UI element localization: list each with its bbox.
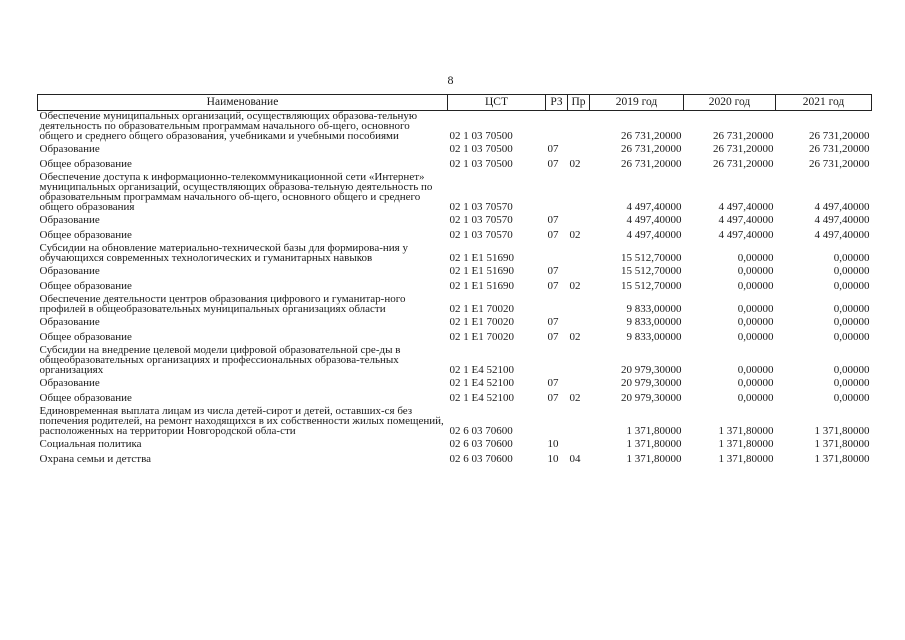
row-value-2020: 0,00000 (737, 303, 774, 315)
row-pr (568, 315, 590, 330)
table-row (38, 315, 872, 330)
row-cst: 02 6 03 70600 (449, 438, 513, 450)
row-name: Образование (39, 265, 100, 277)
row-value-2019: 15 512,70000 (621, 252, 682, 264)
row-name: Обеспечение деятельности центров образования цифрового и гуманитар-ного профилей в общеобразовательных муниципальных организациях области (39, 293, 406, 315)
row-pr (568, 111, 590, 143)
budget-table (37, 94, 872, 467)
row-pr (568, 142, 590, 157)
row-name: Социальная политика (39, 438, 142, 450)
row-cst: 02 1 03 70500 (449, 143, 513, 155)
row-value-2019: 1 371,80000 (626, 453, 682, 465)
row-value-2021: 0,00000 (833, 252, 870, 264)
table-body (38, 111, 872, 468)
row-cst: 02 1 E1 70020 (449, 316, 514, 328)
row-rz (546, 294, 568, 315)
row-name: Образование (39, 143, 100, 155)
table-row (38, 345, 872, 376)
row-pr: 04 (569, 453, 581, 465)
row-value-2021: 26 731,20000 (809, 143, 870, 155)
row-pr (568, 213, 590, 228)
header-cst: ЦСТ (448, 95, 546, 111)
row-value-2019: 26 731,20000 (621, 158, 682, 170)
table-row (38, 243, 872, 264)
table-row (38, 172, 872, 213)
row-cst: 02 1 03 70570 (449, 201, 513, 213)
row-rz (546, 172, 568, 213)
row-cst: 02 1 E1 51690 (449, 265, 514, 277)
table-row (38, 264, 872, 279)
row-value-2019: 20 979,30000 (621, 364, 682, 376)
table-header-row (38, 95, 872, 111)
row-value-2021: 1 371,80000 (814, 425, 870, 437)
row-pr: 02 (569, 280, 581, 292)
row-cst: 02 1 E1 70020 (449, 331, 514, 343)
row-value-2021: 0,00000 (833, 392, 870, 404)
row-value-2020: 0,00000 (737, 265, 774, 277)
row-name: Образование (39, 316, 100, 328)
row-pr (568, 264, 590, 279)
row-name: Обеспечение муниципальных организаций, осуществляющих образова-тельную деятельность по образовательным программам начального об-щего, основного общего и среднего общего образования, учебниками и учебными пособиями (39, 110, 418, 142)
row-cst: 02 1 E1 51690 (449, 252, 514, 264)
row-rz: 07 (547, 265, 559, 277)
row-value-2021: 0,00000 (833, 364, 870, 376)
row-rz: 07 (547, 377, 559, 389)
row-rz: 07 (547, 143, 559, 155)
row-value-2021: 0,00000 (833, 331, 870, 343)
row-pr (568, 345, 590, 376)
row-rz: 07 (547, 280, 559, 292)
row-value-2020: 1 371,80000 (718, 425, 774, 437)
row-value-2021: 0,00000 (833, 280, 870, 292)
row-value-2020: 26 731,20000 (713, 130, 774, 142)
row-pr: 02 (569, 229, 581, 241)
row-value-2019: 15 512,70000 (621, 280, 682, 292)
row-value-2019: 9 833,00000 (626, 331, 682, 343)
row-value-2020: 0,00000 (737, 252, 774, 264)
table-row (38, 391, 872, 406)
row-rz: 07 (547, 229, 559, 241)
table-row (38, 228, 872, 243)
row-value-2021: 4 497,40000 (814, 229, 870, 241)
row-value-2020: 0,00000 (737, 377, 774, 389)
row-pr (568, 406, 590, 437)
row-cst: 02 1 03 70570 (449, 229, 513, 241)
table-row (38, 142, 872, 157)
row-value-2020: 4 497,40000 (718, 201, 774, 213)
table-row (38, 111, 872, 143)
row-value-2020: 4 497,40000 (718, 214, 774, 226)
row-pr (568, 172, 590, 213)
row-cst: 02 1 E4 52100 (449, 377, 514, 389)
row-value-2020: 0,00000 (737, 331, 774, 343)
row-value-2020: 0,00000 (737, 316, 774, 328)
row-rz: 07 (547, 331, 559, 343)
row-value-2019: 20 979,30000 (621, 392, 682, 404)
row-value-2019: 9 833,00000 (626, 303, 682, 315)
row-name: Общее образование (39, 229, 132, 241)
row-rz (546, 406, 568, 437)
row-pr (568, 243, 590, 264)
row-cst: 02 1 E1 70020 (449, 303, 514, 315)
row-value-2021: 26 731,20000 (809, 130, 870, 142)
row-name: Общее образование (39, 331, 132, 343)
row-name: Субсидии на внедрение целевой модели цифровой образовательной сре-ды в общеобразовательных организациях и профессиональных образова-тельных организациях (39, 344, 401, 376)
row-value-2021: 4 497,40000 (814, 214, 870, 226)
row-value-2021: 0,00000 (833, 316, 870, 328)
row-rz: 07 (547, 158, 559, 170)
row-value-2020: 0,00000 (737, 392, 774, 404)
row-rz (546, 345, 568, 376)
row-value-2019: 20 979,30000 (621, 377, 682, 389)
row-pr: 02 (569, 331, 581, 343)
table-row (38, 452, 872, 467)
table-row (38, 213, 872, 228)
row-value-2020: 1 371,80000 (718, 438, 774, 450)
row-rz: 10 (547, 438, 559, 450)
row-value-2019: 4 497,40000 (626, 229, 682, 241)
row-value-2020: 1 371,80000 (718, 453, 774, 465)
row-value-2021: 0,00000 (833, 303, 870, 315)
row-name: Образование (39, 377, 100, 389)
table-row (38, 376, 872, 391)
header-name: Наименование (38, 95, 448, 111)
row-value-2019: 9 833,00000 (626, 316, 682, 328)
row-value-2020: 26 731,20000 (713, 143, 774, 155)
row-value-2020: 0,00000 (737, 364, 774, 376)
table-row (38, 330, 872, 345)
row-rz (546, 111, 568, 143)
row-value-2020: 26 731,20000 (713, 158, 774, 170)
row-name: Общее образование (39, 392, 132, 404)
row-rz: 10 (547, 453, 559, 465)
row-pr (568, 376, 590, 391)
row-value-2021: 1 371,80000 (814, 438, 870, 450)
row-value-2019: 4 497,40000 (626, 201, 682, 213)
row-value-2019: 4 497,40000 (626, 214, 682, 226)
header-2019: 2019 год (590, 95, 684, 111)
row-value-2020: 0,00000 (737, 280, 774, 292)
table-row (38, 294, 872, 315)
row-cst: 02 6 03 70600 (449, 453, 513, 465)
row-pr: 02 (569, 392, 581, 404)
header-2021: 2021 год (776, 95, 872, 111)
row-value-2019: 26 731,20000 (621, 143, 682, 155)
row-name: Единовременная выплата лицам из числа детей-сирот и детей, оставших-ся без попечения родителей, на ремонт находящихся в их собственности жилых помещений, расположенных на территории Новгородской обла-сти (39, 405, 444, 437)
row-cst: 02 1 E4 52100 (449, 392, 514, 404)
row-cst: 02 6 03 70600 (449, 425, 513, 437)
row-name: Охрана семьи и детства (39, 453, 152, 465)
row-cst: 02 1 03 70500 (449, 158, 513, 170)
row-name: Общее образование (39, 280, 132, 292)
row-value-2019: 15 512,70000 (621, 265, 682, 277)
table-row (38, 406, 872, 437)
row-value-2019: 1 371,80000 (626, 425, 682, 437)
row-pr: 02 (569, 158, 581, 170)
row-value-2021: 0,00000 (833, 377, 870, 389)
row-cst: 02 1 03 70570 (449, 214, 513, 226)
table-row (38, 157, 872, 172)
row-value-2021: 26 731,20000 (809, 158, 870, 170)
row-cst: 02 1 E4 52100 (449, 364, 514, 376)
row-value-2021: 1 371,80000 (814, 453, 870, 465)
row-rz: 07 (547, 316, 559, 328)
header-rz: РЗ (546, 95, 568, 111)
row-rz: 07 (547, 214, 559, 226)
row-cst: 02 1 E1 51690 (449, 280, 514, 292)
table-row (38, 279, 872, 294)
row-pr (568, 437, 590, 452)
row-name: Образование (39, 214, 100, 226)
header-pr: Пр (568, 95, 590, 111)
row-value-2019: 1 371,80000 (626, 438, 682, 450)
table-row (38, 437, 872, 452)
row-value-2020: 4 497,40000 (718, 229, 774, 241)
row-name: Общее образование (39, 158, 132, 170)
row-rz: 07 (547, 392, 559, 404)
row-value-2021: 4 497,40000 (814, 201, 870, 213)
row-pr (568, 294, 590, 315)
header-2020: 2020 год (684, 95, 776, 111)
row-rz (546, 243, 568, 264)
row-name: Субсидии на обновление материально-технической базы для формирова-ния у обучающихся современных технологических и гуманитарных навыков (39, 242, 408, 264)
row-value-2021: 0,00000 (833, 265, 870, 277)
row-value-2019: 26 731,20000 (621, 130, 682, 142)
row-cst: 02 1 03 70500 (449, 130, 513, 142)
row-name: Обеспечение доступа к информационно-телекоммуникационной сети «Интернет» муниципальных организаций, осуществляющих образова-тельную деятельность по образовательным программам начального об-щего, основного общего и среднего общего образования (39, 171, 433, 213)
page-number: 8 (447, 73, 454, 87)
